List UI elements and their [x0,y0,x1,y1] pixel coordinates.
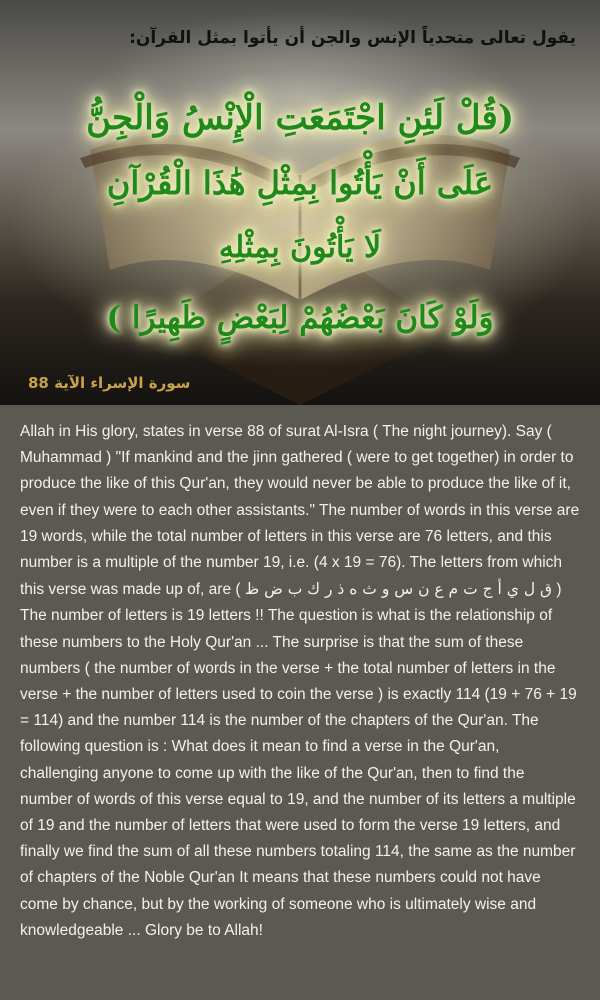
verse-line-1: (قُلْ لَئِنِ اجْتَمَعَتِ الْإِنْسُ وَالْجِنُّ [86,98,514,138]
header-title: يقول تعالى متحدياً الإنس والجن أن يأتوا بمثل القرآن: [129,28,576,48]
explanation-part-1: Allah in His glory, states in verse 88 of surat Al-Isra ( The night journey). Say ( Muhammad ) "If mankind and the jinn gathered ( were to get together) in order to produce the like of this Qur'an, they would never be able to produce the like of it, even if they were to each other assistants." The number of words in this verse are 19 words, while the total number of letters in this verse are 76 letters, and this number is a multiple of the number 19, i.e. (4 x 19 = 76). The letters from which this verse was made up of, are ( [20,423,580,599]
verse-line-4: وَلَوْ كَانَ بَعْضُهُمْ لِبَعْضٍ ظَهِيرًا ) [106,300,494,336]
explanation-text [20,419,580,944]
explanation-part-2: ) The number of letters is 19 letters !! The question is what is the relationship of these numbers to the Holy Qur'an ... The surprise is that the sum of these numbers ( the number of words in the verse + the total number of letters in the verse + the number of letters used to coin the verse ) is exactly 114 (19 + 76 + 19 = 114) and the number 114 is the number of the chapters of the Qur'an. The following question is : What does it mean to find a verse in the Qur'an, challenging anyone to come up with the like of the Qur'an, then to find the number of words of this verse equal to 19, and the number of its letters a multiple of 19 and the number of letters that were used to form the verse 19 letters, and finally we find the sum of all these numbers totaling 114, the same as the number of chapters of the Noble Qur'an It means that these numbers could not have come by chance, but by the working of someone who is ultimately wise and knowledgeable ... Glory be to Allah! [20,581,577,939]
verse-line-3: لَا يَأْتُونَ بِمِثْلِهِ [218,230,382,265]
quran-image-panel [0,0,600,405]
verse-block [40,80,560,360]
surah-reference: سورة الإسراء الآية 88 [28,374,191,392]
verse-letters: ق ل ي أ ج ت م ع ن س و ث ه ذ ر ك ب ض ظ [244,580,553,599]
explanation-panel [0,405,600,1000]
verse-line-2: عَلَى أَنْ يَأْتُوا بِمِثْلِ هَٰذَا الْقُرْآنِ [106,164,494,202]
